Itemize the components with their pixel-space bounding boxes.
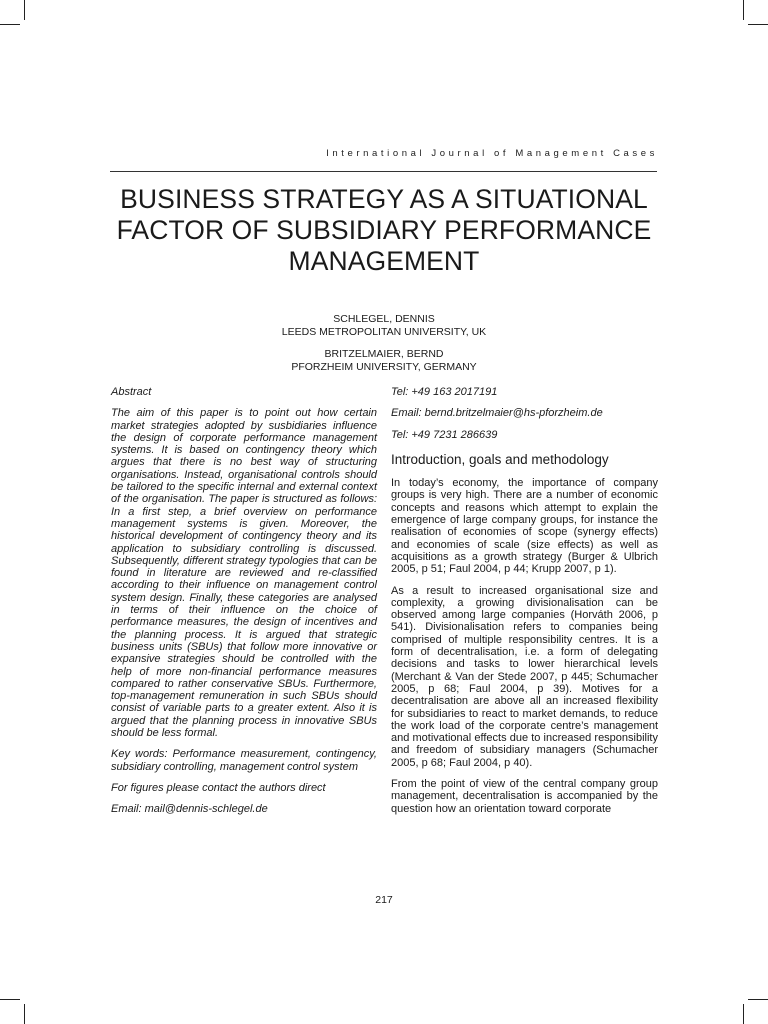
body-paragraph: From the point of view of the central company group management, decentralisation is accompanied by the question how an orientation toward corporate (391, 778, 658, 815)
crop-mark (743, 0, 744, 20)
figures-note: For figures please contact the authors direct (111, 781, 326, 794)
right-column (391, 386, 658, 824)
crop-mark (0, 999, 20, 1000)
left-column (111, 386, 377, 825)
abstract-text: The aim of this paper is to point out how certain market strategies adopted by susbidiaries influence the design of corporate performance management systems. It is based on contingency theory which argues that there is no best way of structuring organisations. Instead, organisational controls should be tailored to the specific internal and external context of the organisation. The paper is structured as follows: In a first step, a brief overview on performance management systems is given. Moreover, the historical development of contingency theory and its application to subsidiary controlling is discussed. Subsequently, different strategy typologies that can be found in literature are reviewed and re-classified according to their influence on management control system design. Finally, these categories are analysed in terms of their influence on the choice of performance measures, the design of incentives and the planning process. It is argued that strategic business units (SBUs) that follow more innovative or expansive strategies should be controlled with the help of more non-financial performance measures compared to rather conservative SBUs. Furthermore, top-management remuneration in such SBUs should consist of variable parts to a greater extent. Also it is argued that the planning process in innovative SBUs should be less formal. (111, 407, 377, 740)
body-paragraph: As a result to increased organisational size and complexity, a growing divisionalisation can be observed among large companies (Horváth 2006, p 541). Divisionalisation refers to companies being comprised of multiple responsibility centres. It is a form of decentralisation, i.e. a form of delegating decisions and tasks to lower hierarchical levels (Merchant & Van der Stede 2007, p 445; Schumacher 2005, p 68; Faul 2004, p 39). Motives for a decentralisation are above all an increased flexibility for subsidiaries to react to market demands, to reduce the work load of the corporate centre’s management and motivational effects due to increased responsibility and freedom of subsidiary managers (Schumacher 2005, p 68; Faul 2004, p 40). (391, 584, 658, 769)
crop-mark (0, 24, 20, 25)
paper-title: BUSINESS STRATEGY AS A SITUATIONAL FACTOR OF SUBSIDIARY PERFORMANCE MANAGEMENT (116, 184, 652, 276)
author-email: Email: mail@dennis-schlegel.de (111, 803, 268, 816)
section-heading: Introduction, goals and methodology (391, 451, 609, 467)
author-block (110, 313, 658, 339)
page-number: 217 (375, 894, 393, 906)
crop-mark (743, 1004, 744, 1024)
crop-mark (24, 1004, 25, 1024)
crop-mark (748, 24, 768, 25)
crop-mark (748, 999, 768, 1000)
abstract-label: Abstract (111, 386, 152, 398)
author-block (110, 348, 658, 374)
author-affiliation: PFORZHEIM UNIVERSITY, GERMANY (291, 361, 477, 373)
phone-number: Tel: +49 163 2017191 (391, 386, 498, 398)
crop-mark (24, 0, 25, 20)
author-email: Email: bernd.britzelmaier@hs-pforzheim.de (391, 407, 603, 420)
author-name: SCHLEGEL, DENNIS (333, 313, 435, 325)
author-affiliation: LEEDS METROPOLITAN UNIVERSITY, UK (281, 326, 487, 338)
author-list (110, 313, 658, 383)
author-name: BRITZELMAIER, BERND (324, 348, 444, 360)
header-rule (110, 171, 657, 172)
body-paragraph: In today’s economy, the importance of company groups is very high. There are a number of economic concepts and reasons which attempt to explain the emergence of large company groups, for instance the realisation of economies of scope (synergy effects) and economies of scale (size effects) as well as acquisitions as a growth strategy (Burger & Ulbrich 2005, p 51; Faul 2004, p 44; Krupp 2007, p 1). (391, 477, 658, 576)
phone-number: Tel: +49 7231 286639 (391, 428, 498, 441)
journal-name: International Journal of Management Cases (326, 148, 658, 159)
keywords: Key words: Performance measurement, contingency, subsidiary controlling, management control system (111, 748, 377, 773)
